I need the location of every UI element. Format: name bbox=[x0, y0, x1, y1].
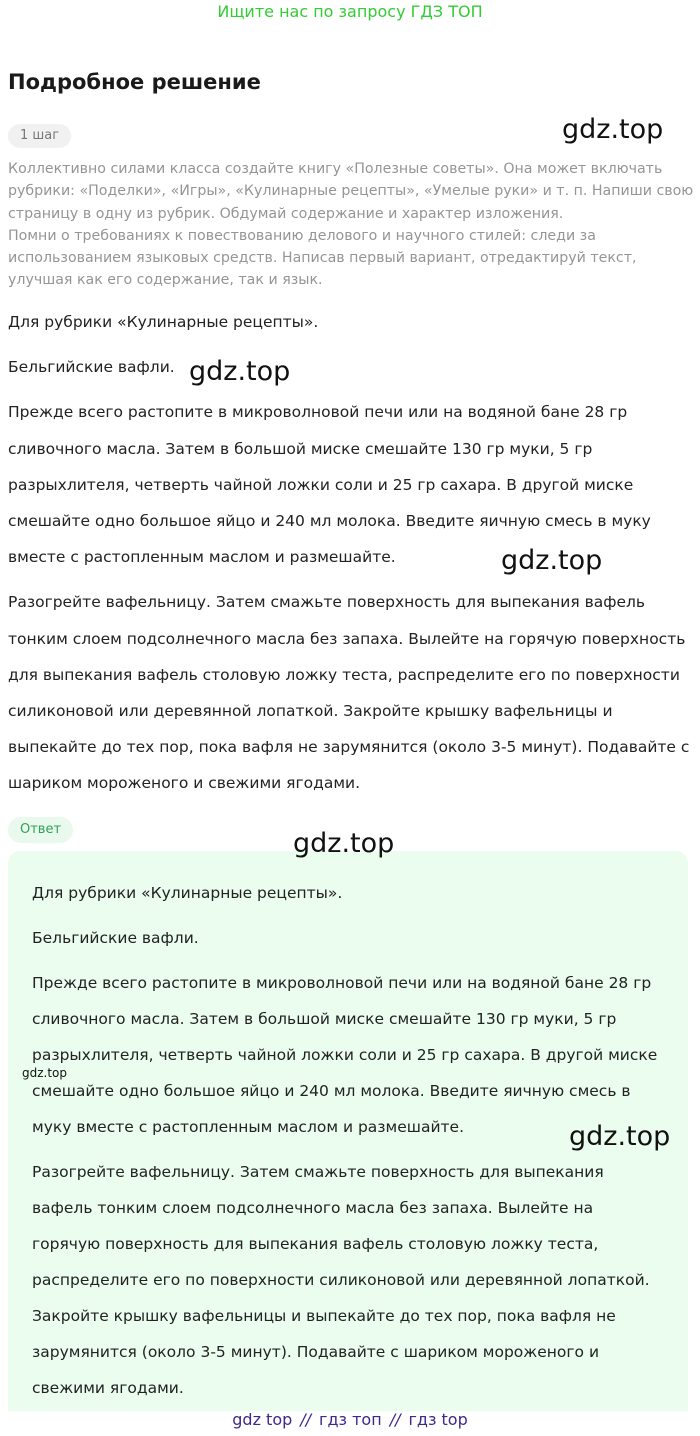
watermark: gdz.top bbox=[562, 114, 664, 145]
footer-links bbox=[0, 1410, 700, 1429]
watermark: gdz.top bbox=[293, 828, 395, 859]
footer-link-3[interactable]: гдз top bbox=[408, 1410, 468, 1429]
watermark: gdz.top bbox=[189, 356, 291, 387]
search-banner: Ищите нас по запросу ГДЗ ТОП bbox=[217, 2, 483, 21]
footer-separator: // bbox=[300, 1410, 312, 1429]
solution-paragraph-2: Бельгийские вафли. bbox=[8, 358, 175, 377]
answer-badge: Ответ bbox=[8, 817, 73, 843]
task-text bbox=[8, 158, 694, 292]
section-title: Подробное решение bbox=[8, 70, 261, 94]
solution-paragraph-1: Для рубрики «Кулинарные рецепты». bbox=[8, 313, 319, 331]
footer-separator: // bbox=[389, 1410, 401, 1429]
watermark: gdz.top bbox=[501, 545, 603, 576]
watermark: gdz.top bbox=[22, 1066, 68, 1080]
answer-paragraph-1: Для рубрики «Кулинарные рецепты». bbox=[32, 884, 343, 902]
step-badge: 1 шаг bbox=[8, 124, 71, 148]
solution-paragraph-4: Разогрейте вафельницу. Затем смажьте поверхность для выпекания вафель тонким слоем подсолнечного масла без запаха. Вылейте на горячую поверхность для выпекания вафель столовую ложку теста, распределите его по поверхности силиконовой или деревянной лопаткой. Закройте крышку вафельницы и выпекайте до тех пор, пока вафля не зарумянится (около 3-5 минут). Подавайте с шариком мороженого и свежими ягодами. bbox=[8, 593, 690, 793]
answer-body bbox=[32, 875, 662, 1406]
task-paragraph-1: Коллективно силами класса создайте книгу «Полезные советы». Она может включать рубрики: «Поделки», «Игры», «Кулинарные рецепты», «Умелые руки» и т. п. Напиши свою страницу в одну из рубрик. Обдумай содержание и характер изложения. bbox=[8, 161, 694, 222]
answer-paragraph-2: Бельгийские вафли. bbox=[32, 929, 199, 947]
footer-link-2[interactable]: гдз топ bbox=[319, 1410, 382, 1429]
footer-link-1[interactable]: gdz top bbox=[232, 1410, 293, 1429]
solution-paragraph-3: Прежде всего растопите в микроволновой печи или на водяной бане 28 гр сливочного масла. Затем в большой миске смешайте 130 гр муки, 5 гр разрыхлителя, четверть чайной ложки соли и 25 гр сахара. В другой миске смешайте одно большое яйцо и 240 мл молока. Введите яичную смесь в муку вместе с растопленным маслом и размешайте. bbox=[8, 403, 651, 567]
task-paragraph-2: Помни о требованиях к повествованию делового и научного стилей: следи за использованием языковых средств. Написав первый вариант, отредактируй текст, улучшая как его содержание, так и язык. bbox=[8, 227, 637, 289]
watermark: gdz.top bbox=[569, 1121, 671, 1152]
answer-paragraph-3: Прежде всего растопите в микроволновой печи или на водяной бане 28 гр сливочного масла. Затем в большой миске смешайте 130 гр муки, 5 гр разрыхлителя, четверть чайной ложки соли и 25 гр сахара. В другой миске смешайте одно большое яйцо и 240 мл молока. Введите яичную смесь в муку вместе с растопленным маслом и размешайте. bbox=[32, 974, 658, 1136]
answer-paragraph-4: Разогрейте вафельницу. Затем смажьте поверхность для выпекания вафель тонким слоем подсолнечного масла без запаха. Вылейте на горячую поверхность для выпекания вафель столовую ложку теста, распределите его по поверхности силиконовой или деревянной лопаткой. Закройте крышку вафельницы и выпекайте до тех пор, пока вафля не зарумянится (около 3-5 минут). Подавайте с шариком мороженого и свежими ягодами. bbox=[32, 1163, 650, 1397]
